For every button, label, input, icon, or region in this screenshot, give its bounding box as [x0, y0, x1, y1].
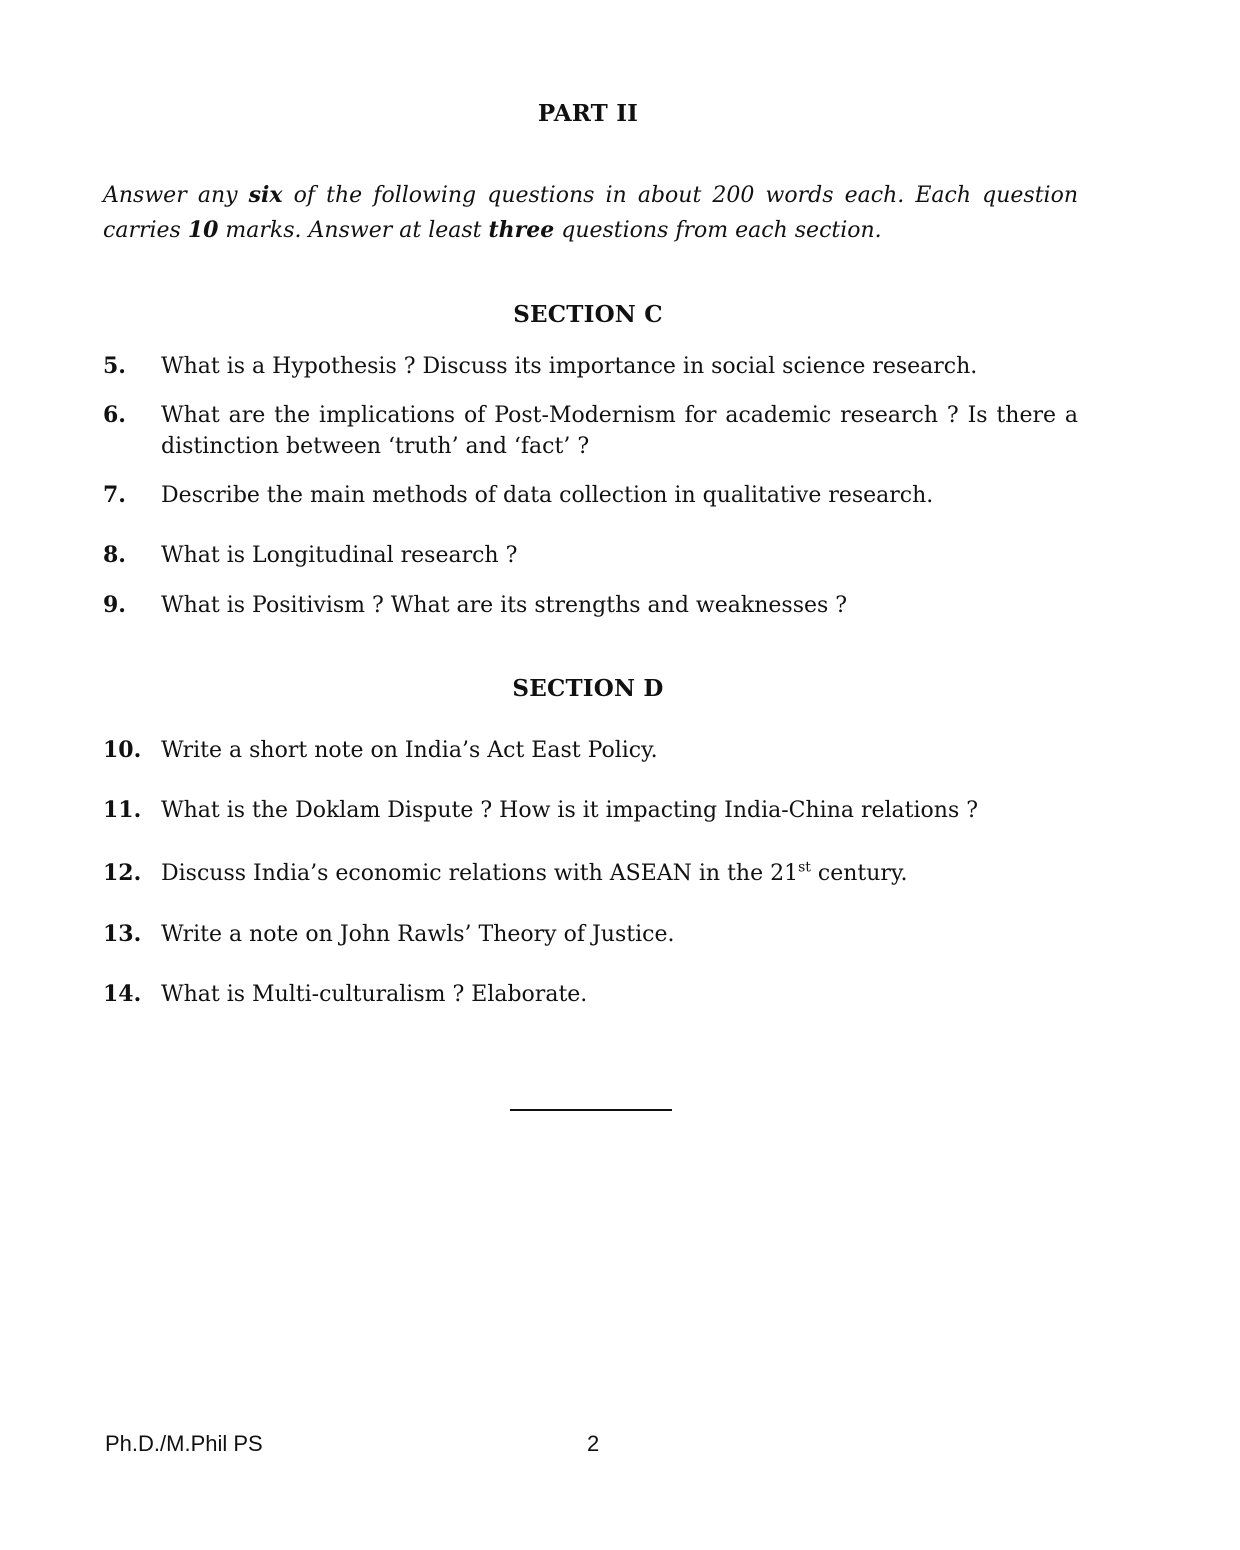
section-c-title: SECTION C	[513, 301, 663, 328]
instructions	[103, 178, 1078, 248]
instructions-emphasis-three: three	[488, 217, 555, 243]
paper-code: Ph.D./M.Phil PS	[105, 1431, 263, 1456]
instructions-text-2: of the following questions in about 200 words each. Each question carries	[103, 183, 1078, 243]
question-10	[103, 735, 1078, 766]
question-number: 6.	[103, 402, 126, 428]
question-number: 10.	[103, 737, 142, 763]
instructions-text-1: Answer any	[103, 183, 249, 208]
question-text: What is Positivism ? What are its strengths and weaknesses ?	[161, 593, 848, 618]
question-text: Describe the main methods of data collection in qualitative research.	[161, 483, 934, 508]
question-7	[103, 480, 1078, 511]
page-number: 2	[587, 1431, 600, 1456]
question-5	[103, 351, 1078, 382]
part-title: PART II	[537, 100, 639, 127]
question-8	[103, 540, 1078, 571]
question-text: Write a note on John Rawls’ Theory of Justice.	[161, 922, 675, 947]
question-number: 8.	[103, 542, 126, 568]
instructions-text-4: questions from each section.	[554, 218, 882, 243]
question-number: 9.	[103, 592, 126, 618]
question-text-main: Discuss India’s economic relations with ASEAN in the 21	[161, 861, 799, 886]
question-9	[103, 590, 1078, 621]
question-6	[103, 400, 1078, 462]
question-text: What is Longitudinal research ?	[161, 543, 518, 568]
question-number: 7.	[103, 482, 126, 508]
ordinal-superscript: st	[798, 859, 811, 876]
question-number: 12.	[103, 860, 142, 886]
question-number: 5.	[103, 353, 126, 379]
instructions-text-3: marks. Answer at least	[218, 218, 489, 243]
question-text: Write a short note on India’s Act East Policy.	[161, 738, 658, 763]
question-12	[103, 858, 1078, 889]
end-rule	[510, 1109, 672, 1111]
question-text-end: century.	[810, 861, 908, 886]
question-text: What is a Hypothesis ? Discuss its importance in social science research.	[161, 354, 978, 379]
section-d-title: SECTION D	[512, 675, 664, 702]
instructions-emphasis-marks: 10	[187, 217, 219, 243]
question-text: What are the implications of Post-Modernism for academic research ? Is there a distinction between ‘truth’ and ‘fact’ ?	[161, 403, 1078, 459]
question-11	[103, 795, 1078, 826]
question-text: What is Multi-culturalism ? Elaborate.	[161, 982, 588, 1007]
question-14	[103, 979, 1078, 1010]
instructions-emphasis-six: six	[248, 182, 283, 208]
question-text: What is the Doklam Dispute ? How is it impacting India-China relations ?	[161, 798, 979, 823]
question-number: 14.	[103, 981, 142, 1007]
question-number: 11.	[103, 797, 142, 823]
question-13	[103, 919, 1078, 950]
question-text	[161, 858, 1078, 889]
question-number: 13.	[103, 921, 142, 947]
